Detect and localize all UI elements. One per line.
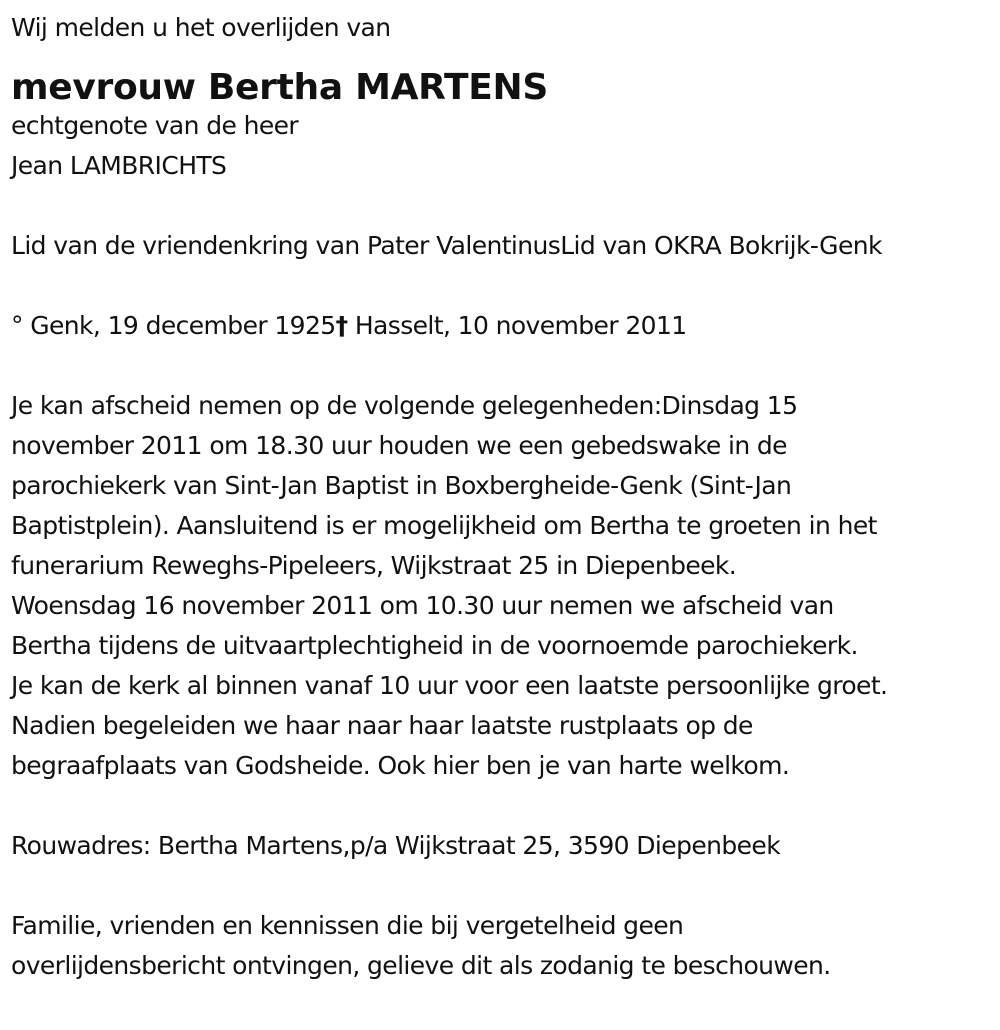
farewell-line: november 2011 om 18.30 uur houden we een gebedswake in de — [11, 431, 787, 460]
closing-line: Familie, vrienden en kennissen die bij vergetelheid geen — [11, 911, 684, 940]
farewell-line: Woensdag 16 november 2011 om 10.30 uur nemen we afscheid van — [11, 591, 834, 620]
farewell-line: Je kan afscheid nemen op de volgende gelegenheden:Dinsdag 15 — [11, 391, 798, 420]
closing-paragraph — [11, 906, 1000, 986]
farewell-line: begraafplaats van Godsheide. Ook hier ben je van harte welkom. — [11, 751, 790, 780]
deceased-name: mevrouw Bertha MARTENS — [11, 67, 548, 108]
spacer — [11, 346, 1000, 386]
farewell-line: Bertha tijdens de uitvaartplechtigheid in de voornoemde parochiekerk. — [11, 631, 858, 660]
spouse-line-2: Jean LAMBRICHTS — [11, 151, 227, 180]
closing-line: overlijdensbericht ontvingen, gelieve dit als zodanig te beschouwen. — [11, 951, 831, 980]
birth-text: ° Genk, 19 december 1925 — [11, 311, 336, 340]
farewell-line: parochiekerk van Sint-Jan Baptist in Boxbergheide-Genk (Sint-Jan — [11, 471, 792, 500]
intro-text: Wij melden u het overlijden van — [11, 13, 391, 42]
spacer — [11, 266, 1000, 306]
life-dates — [11, 306, 1000, 346]
farewell-line: Nadien begeleiden we haar naar haar laatste rustplaats op de — [11, 711, 753, 740]
spouse-line-1: echtgenote van de heer — [11, 111, 299, 140]
farewell-paragraph — [11, 386, 1000, 786]
mourning-address: Rouwadres: Bertha Martens,p/a Wijkstraat 25, 3590 Diepenbeek — [11, 831, 781, 860]
farewell-line: funerarium Reweghs-Pipeleers, Wijkstraat 25 in Diepenbeek. — [11, 551, 737, 580]
spacer — [11, 866, 1000, 906]
cross-icon: † — [335, 311, 348, 340]
memberships-text: Lid van de vriendenkring van Pater ValentinusLid van OKRA Bokrijk-Genk — [11, 231, 882, 260]
farewell-line: Je kan de kerk al binnen vanaf 10 uur voor een laatste persoonlijke groet. — [11, 671, 888, 700]
farewell-line: Baptistplein). Aansluitend is er mogelijkheid om Bertha te groeten in het — [11, 511, 877, 540]
death-text: Hasselt, 10 november 2011 — [347, 311, 687, 340]
spacer — [11, 786, 1000, 826]
spacer — [11, 186, 1000, 226]
